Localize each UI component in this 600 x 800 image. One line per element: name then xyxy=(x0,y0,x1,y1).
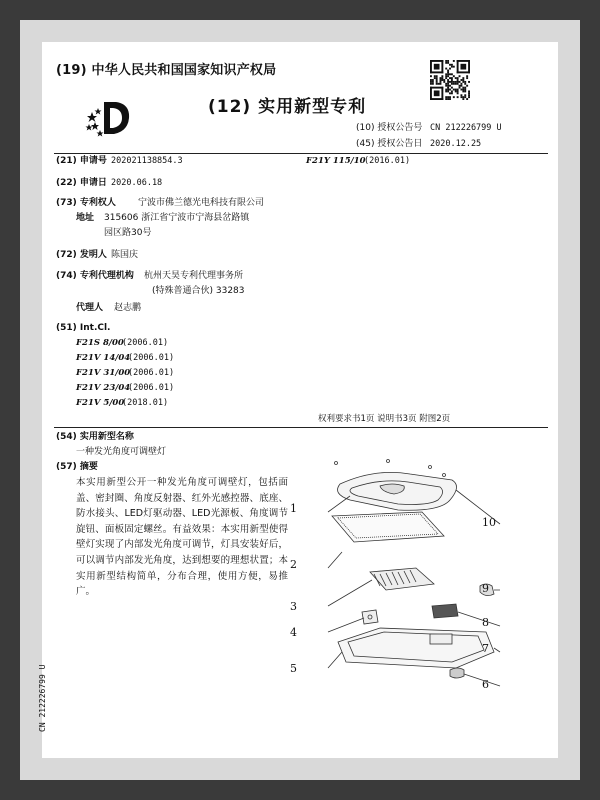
pub-no: CN 212226799 U xyxy=(430,123,502,133)
intcl-version: (2006.01) xyxy=(128,368,175,378)
inventor: 陈国庆 xyxy=(111,250,139,260)
figure-label-5: 5 xyxy=(290,662,297,675)
intcl-version: (2006.01) xyxy=(128,353,175,363)
patentee: 宁波市佛兰德光电科技有限公司 xyxy=(138,198,265,208)
intcl-version: (2018.01) xyxy=(122,398,169,408)
document-type: (12) 实用新型专利 xyxy=(208,97,367,117)
pub-date: 2020.12.25 xyxy=(430,139,482,149)
header-rule xyxy=(54,153,548,154)
pub-no-label: (10) 授权公告号 xyxy=(356,123,423,133)
ipc-main: F21Y 115/10 xyxy=(306,156,366,166)
agency-line-1: 杭州天昊专利代理事务所 xyxy=(144,271,244,281)
figure-label-9: 9 xyxy=(482,582,489,595)
agency-line-2: (特殊普通合伙) 33283 xyxy=(152,286,245,296)
inventor-label: (72) 发明人 xyxy=(56,250,107,260)
authority-title: (19) 中华人民共和国国家知识产权局 xyxy=(56,63,277,78)
intcl-code: F21S 8/00 xyxy=(76,338,124,348)
app-no-label: (21) 申请号 xyxy=(56,156,107,166)
figure-label-8: 8 xyxy=(482,616,489,629)
address-line-1: 315606 浙江省宁波市宁海县岔路镇 xyxy=(104,213,250,223)
address-label: 地址 xyxy=(76,213,95,223)
intcl-code: F21V 23/04 xyxy=(76,383,131,393)
exploded-view-drawing xyxy=(280,456,550,666)
intcl-version: (2006.01) xyxy=(128,383,175,393)
app-date-label: (22) 申请日 xyxy=(56,178,107,188)
figure-label-10: 10 xyxy=(482,516,496,529)
address-line-2: 园区路30号 xyxy=(104,228,152,238)
figure-label-6: 6 xyxy=(482,678,489,691)
intcl-code: F21V 5/00 xyxy=(76,398,125,408)
figure-label-7: 7 xyxy=(482,642,489,655)
agent: 赵志鹏 xyxy=(114,303,142,313)
agency-label: (74) 专利代理机构 xyxy=(56,271,134,281)
figure-label-2: 2 xyxy=(290,558,297,571)
abstract-label: (57) 摘要 xyxy=(56,462,98,472)
app-date: 2020.06.18 xyxy=(111,178,163,188)
figure-label-3: 3 xyxy=(290,600,297,613)
figure-label-4: 4 xyxy=(290,626,297,639)
section-rule xyxy=(54,427,548,428)
intcl-code: F21V 14/04 xyxy=(76,353,131,363)
intcl-version: (2006.01) xyxy=(122,338,169,348)
title-label: (54) 实用新型名称 xyxy=(56,432,134,442)
qr-code xyxy=(430,60,470,100)
cnipa-logo xyxy=(86,98,132,138)
patentee-label: (73) 专利权人 xyxy=(56,198,116,208)
intcl-code: F21V 31/00 xyxy=(76,368,131,378)
patent-document-page xyxy=(38,42,558,758)
utility-model-title: 一种发光角度可调壁灯 xyxy=(76,447,167,457)
ipc-main-version: (2016.01) xyxy=(364,156,411,166)
pub-date-label: (45) 授权公告日 xyxy=(356,139,423,149)
intcl-label: (51) Int.Cl. xyxy=(56,323,111,333)
app-no: 202021138854.3 xyxy=(111,156,183,166)
pages-info: 权利要求书1页 说明书3页 附图2页 xyxy=(318,414,451,424)
side-publication-code: CN 212226799 U xyxy=(38,664,47,732)
agent-label: 代理人 xyxy=(76,303,104,313)
figure-label-1: 1 xyxy=(290,502,297,515)
abstract-text: 本实用新型公开一种发光角度可调壁灯，包括面盖、密封圈、角度反射器、红外光感控器、底座、防水接头、LED灯驱动器、LED光源板、角度调节旋钮、面板固定螺丝。有益效果：本实用新型使得壁灯实现了内部发光角度可调节，灯具安装好后，可以调节内部发光角度，达到想要的理想状置；本实用新型结构简单，分布合理，使用方便，易推广。 xyxy=(76,477,288,598)
